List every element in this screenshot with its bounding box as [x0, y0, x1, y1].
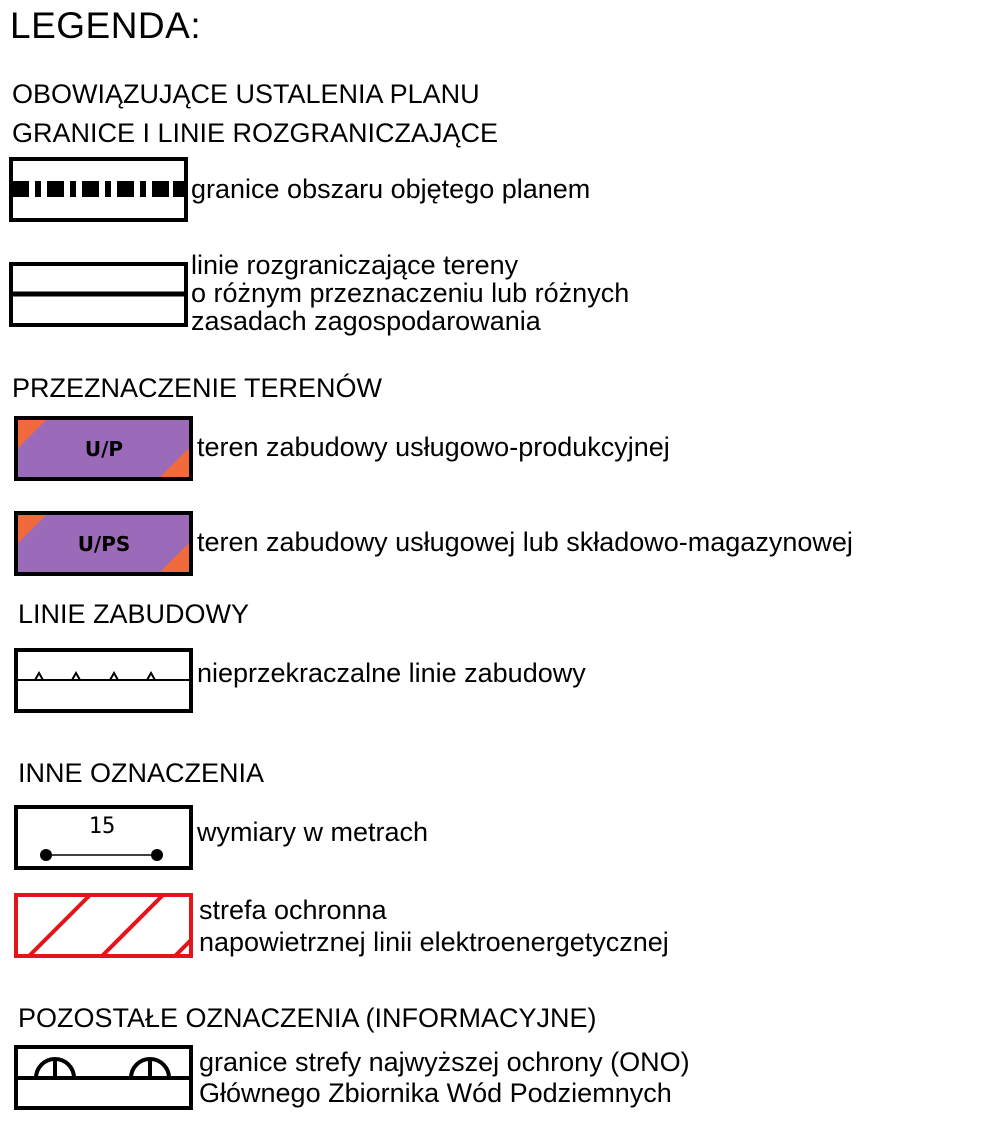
zone-up-code: U/P	[84, 437, 124, 461]
plan-boundary-symbol	[9, 157, 189, 223]
protection-zone-desc-2: napowietrznej linii elektroenergetycznej	[199, 927, 669, 957]
protection-zone-desc-1: strefa ochronna	[199, 895, 387, 925]
plan-boundary-desc: granice obszaru objętego planem	[191, 174, 591, 204]
demarcation-desc-1: linie rozgraniczające tereny	[191, 250, 519, 280]
demarcation-lines-symbol	[9, 262, 189, 328]
dimension-value: 15	[88, 814, 116, 839]
zone-up-desc: teren zabudowy usługowo-produkcyjnej	[197, 432, 670, 462]
zone-ups-symbol	[14, 511, 194, 577]
building-line-desc: nieprzekraczalne linie zabudowy	[197, 658, 586, 688]
zone-ups-desc: teren zabudowy usługowej lub składowo-magazynowej	[197, 527, 853, 557]
section-obowiazujace: OBOWIĄZUJĄCE USTALENIA PLANU	[12, 79, 480, 109]
zone-ups-code: U/PS	[77, 532, 131, 556]
dimension-symbol	[14, 805, 194, 871]
ono-desc-1: granice strefy najwyższej ochrony (ONO)	[199, 1047, 690, 1077]
ono-boundary-symbol	[14, 1045, 194, 1111]
section-inne: INNE OZNACZENIA	[18, 758, 265, 788]
building-line-symbol	[14, 648, 194, 714]
section-pozostale: POZOSTAŁE OZNACZENIA (INFORMACYJNE)	[18, 1003, 597, 1033]
demarcation-desc-2: o różnym przeznaczeniu lub różnych	[191, 278, 630, 308]
dimension-desc: wymiary w metrach	[197, 817, 429, 847]
ono-desc-2: Głównego Zbiornika Wód Podziemnych	[199, 1078, 672, 1108]
zone-up-symbol	[14, 416, 194, 482]
demarcation-desc-3: zasadach zagospodarowania	[191, 306, 541, 336]
section-granice: GRANICE I LINIE ROZGRANICZAJĄCE	[12, 118, 499, 148]
protection-zone-symbol	[14, 893, 194, 959]
section-linie-zabudowy: LINIE ZABUDOWY	[18, 599, 250, 629]
legend-title: LEGENDA:	[10, 5, 202, 46]
section-przeznaczenie: PRZEZNACZENIE TERENÓW	[12, 373, 383, 403]
